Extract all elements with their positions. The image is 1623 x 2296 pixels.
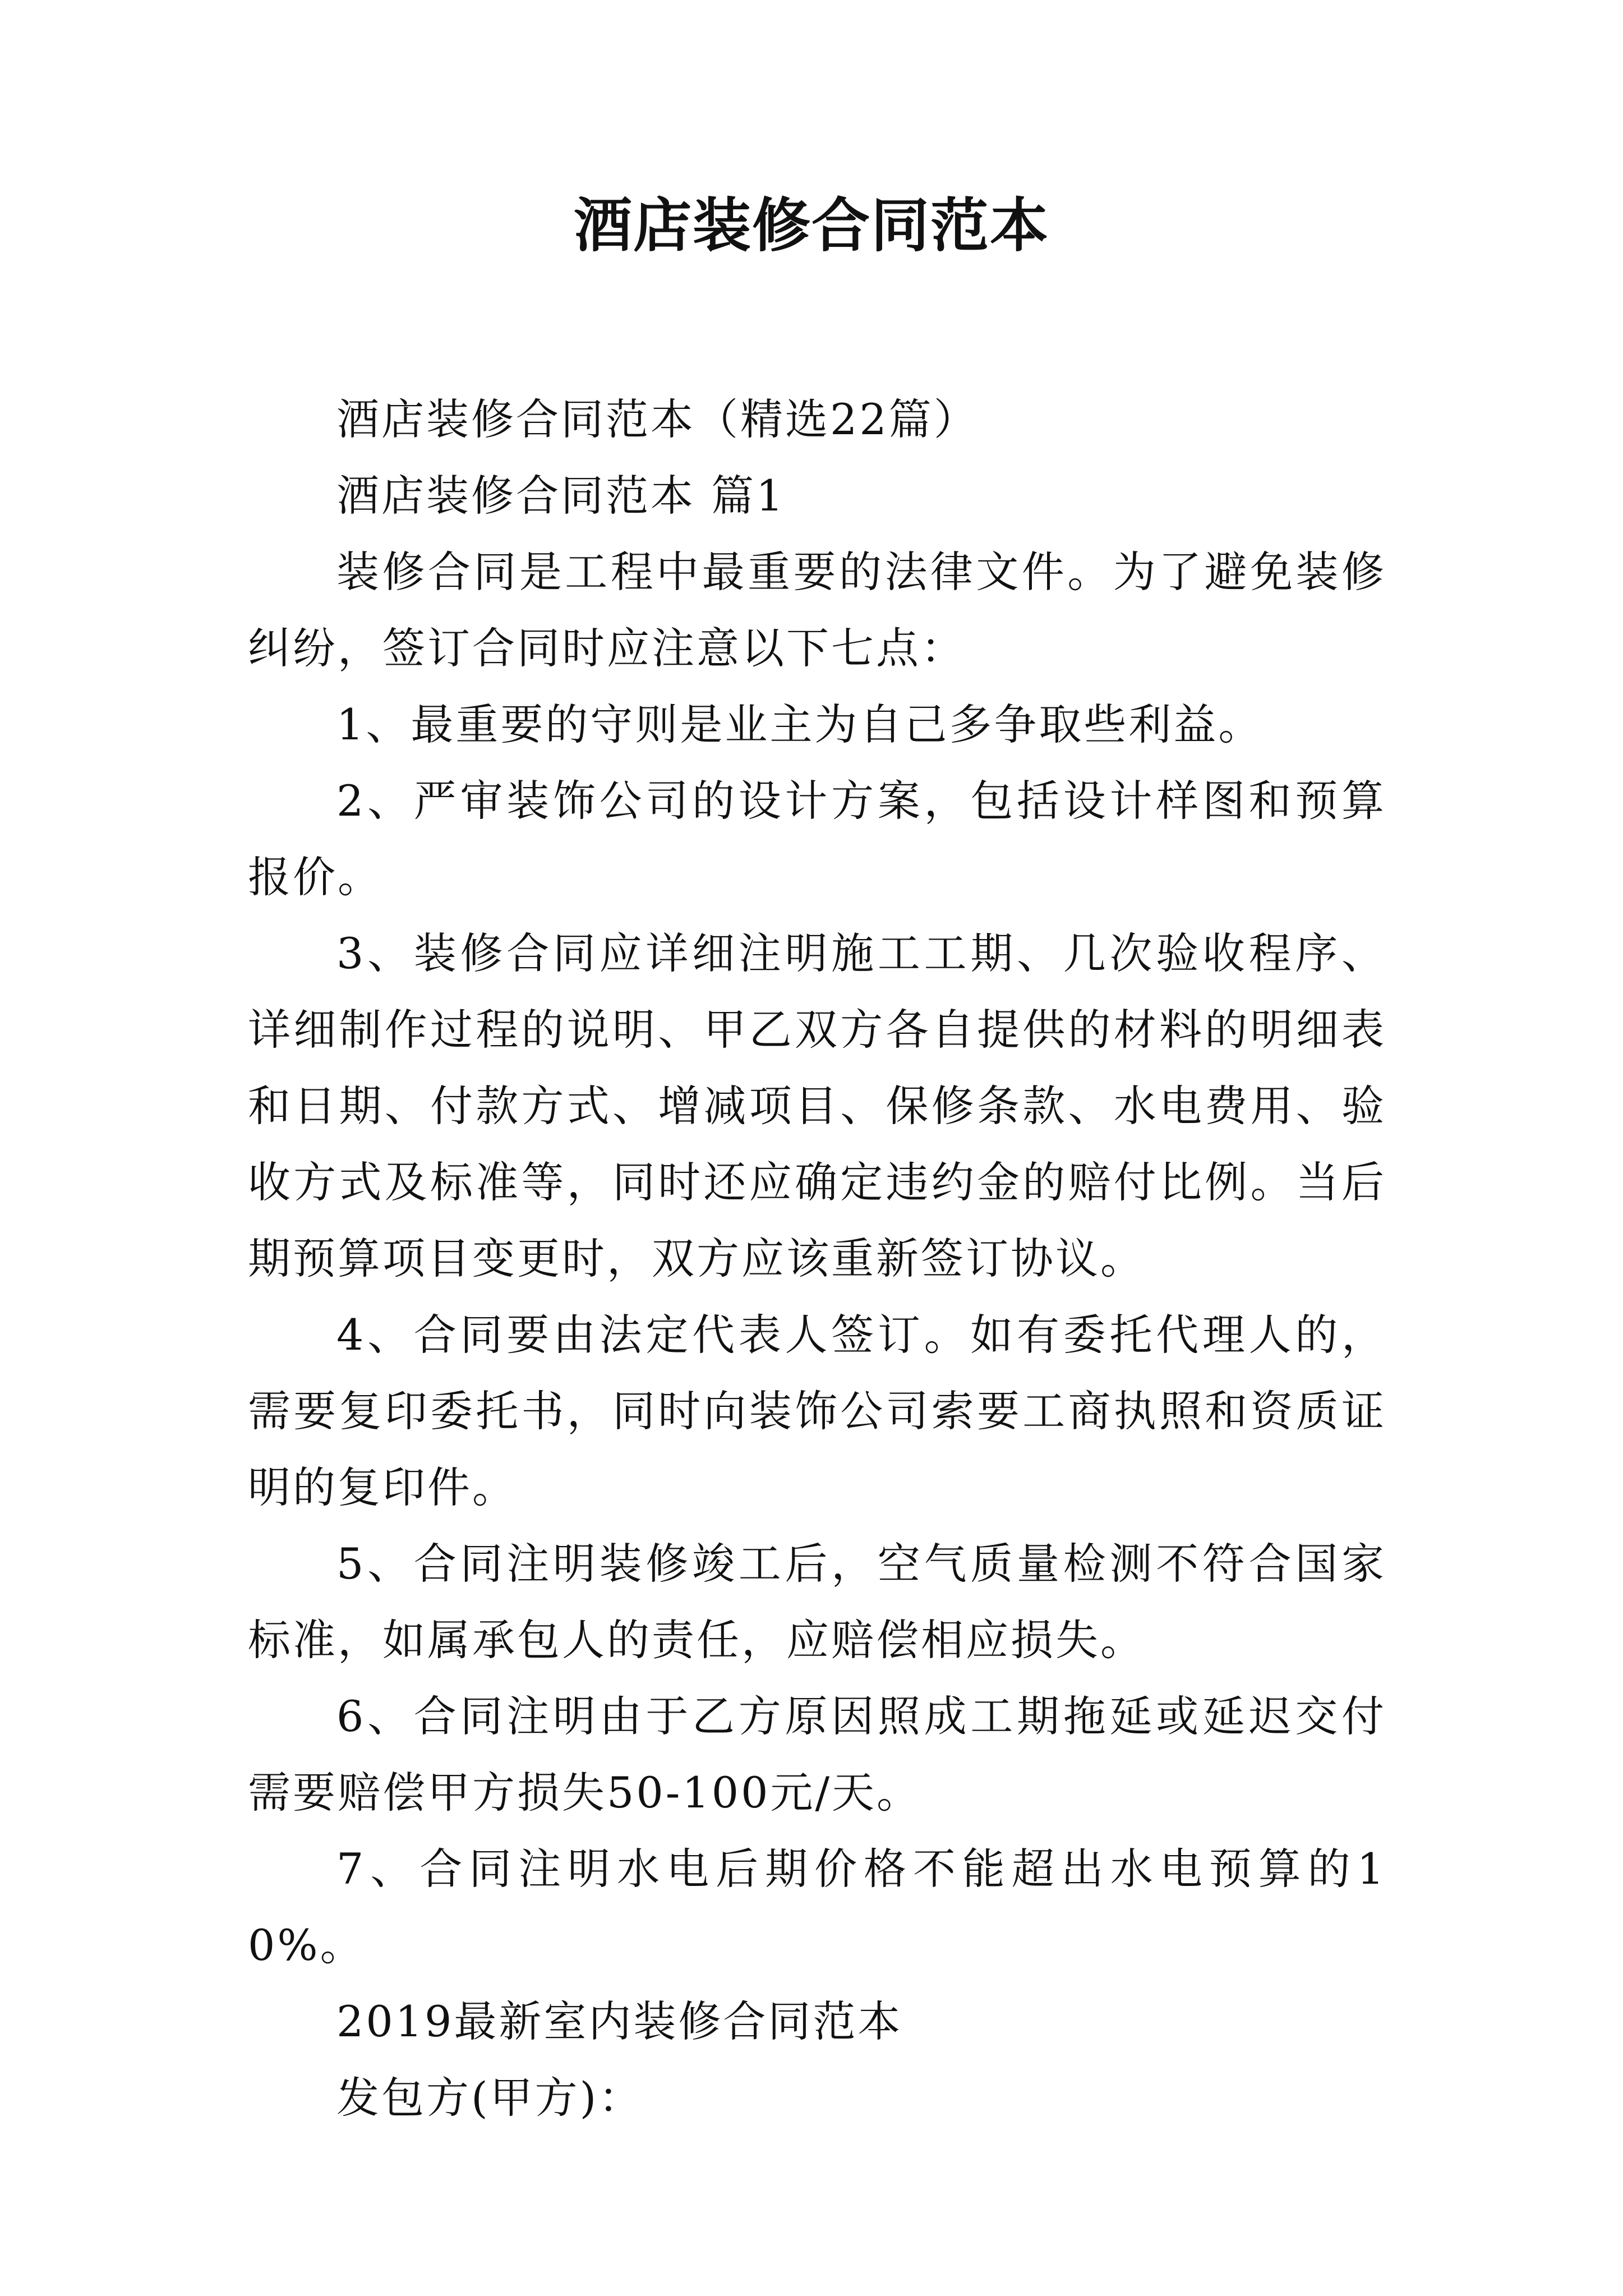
list-item-7: 7、合同注明水电后期价格不能超出水电预算的10%。: [248, 1844, 1386, 1970]
party-a-line: 发包方(甲方)：: [336, 2073, 644, 2123]
intro-paragraph: 装修合同是工程中最重要的法律文件。为了避免装修纠纷，签订合同时应注意以下七点：: [248, 547, 1386, 673]
list-item-5: 5、合同注明装修竣工后，空气质量检测不符合国家标准，如属承包人的责任，应赔偿相应损失。: [248, 1539, 1386, 1665]
contract-heading: 2019最新室内装修合同范本: [336, 1996, 903, 2046]
list-item-1: 1、最重要的守则是业主为自己多争取些利益。: [336, 700, 1264, 749]
list-item-2: 2、严审装饰公司的设计方案，包括设计样图和预算报价。: [248, 776, 1386, 902]
document-title: 酒店装修合同范本: [573, 191, 1049, 260]
list-item-4: 4、合同要由法定代表人签订。如有委托代理人的，需要复印委托书，同时向装饰公司索要工商执照和资质证明的复印件。: [248, 1310, 1386, 1512]
section-heading: 酒店装修合同范本 篇1: [336, 471, 786, 521]
document-body: [248, 381, 1386, 2136]
list-item-6: 6、合同注明由于乙方原因照成工期拖延或延迟交付需要赔偿甲方损失50-100元/天。: [248, 1691, 1386, 1818]
subtitle-paragraph: 酒店装修合同范本（精选22篇）: [336, 394, 979, 444]
list-item-3: 3、装修合同应详细注明施工工期、几次验收程序、详细制作过程的说明、甲乙双方各自提供的材料的明细表和日期、付款方式、增减项目、保修条款、水电费用、验收方式及标准等，同时还应确定违约金的赔付比例。当后期预算项目变更时，双方应该重新签订协议。: [248, 928, 1386, 1283]
